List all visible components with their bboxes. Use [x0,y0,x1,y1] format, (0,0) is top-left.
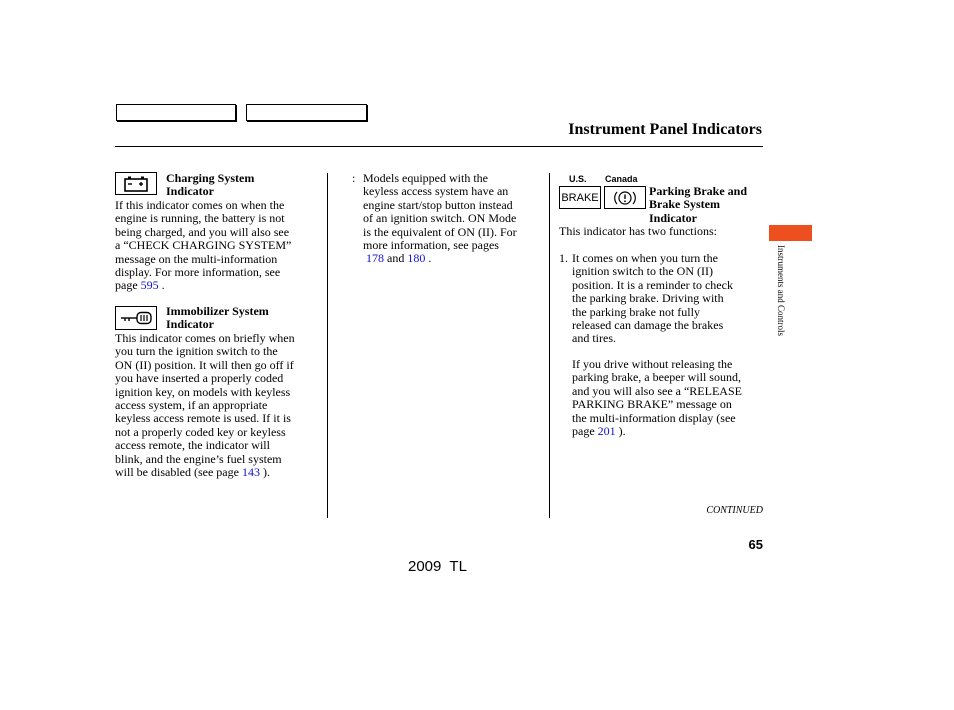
column-divider-2 [549,173,550,518]
charging-heading: Charging System Indicator [166,171,255,199]
footer-model: 2009 TL [408,558,467,575]
title-rule [115,146,763,147]
continued-label: CONTINUED [706,505,763,516]
battery-icon [123,176,149,192]
item-body: It comes on when you turn the ignition switch to the ON (II) position. It is a reminder to check the parking brake. Driving with the parking brake not fully released can damage the brakes and tires. [572,251,733,346]
page-link-595[interactable]: 595 [140,278,159,293]
nav-button-1[interactable] [116,104,236,121]
label-us: U.S. [569,174,587,184]
keyless-note-marker: : [352,171,356,185]
parking-brake-heading: Parking Brake and Brake System Indicator [649,184,748,225]
release-paragraph: If you drive without releasing the parking brake, a beeper will sound, and you will also see a “RELEASE PARKING BRAKE” message on the multi-information display (see page 201 ). [572,357,742,439]
page-link-180[interactable]: 180 [407,251,426,266]
label-canada: Canada [605,174,638,184]
page-link-143[interactable]: 143 [241,465,260,480]
key-icon [119,311,153,325]
page-link-178[interactable]: 178 [366,251,384,266]
page-link-201[interactable]: 201 [597,424,616,439]
brake-indicator-box-canada [604,186,646,209]
parking-brake-icon [612,189,638,207]
section-tab [769,225,812,241]
column-divider-1 [327,173,328,518]
page-number: 65 [748,537,763,552]
keyless-note: Models equipped with the keyless access system have an engine start/stop button instead of an ignition switch. ON Mode is the equivalent of ON (II). For more information, see pages 178 and 180 . [363,171,517,266]
immobilizer-heading: Immobilizer System Indicator [166,304,269,332]
page-title: Instrument Panel Indicators [568,121,762,138]
parking-brake-intro: This indicator has two functions: [559,224,717,238]
charging-indicator-box [115,172,157,195]
item-number: 1. [559,251,568,265]
brake-text-icon: BRAKE [561,191,599,204]
immobilizer-indicator-box [115,306,157,330]
charging-body: If this indicator comes on when the engine is running, the battery is not being charged, and you will also see a “CHECK CHARGING SYSTEM” message on the multi-information display. For more information, see page 595 . [115,198,292,293]
brake-indicator-box-us [559,186,601,209]
immobilizer-body: This indicator comes on briefly when you turn the ignition switch to the ON (II) position. It will then go off if you have inserted a properly coded ignition key, on models with keyless access system, if an appropriate keyless access remote is used. If it is not a properly coded key or keyless access remote, the indicator will blink, and the engine’s fuel system will be disabled (see page 143 ). [115,331,295,480]
section-side-label: Instruments and Controls [776,245,786,336]
nav-button-2[interactable] [246,104,367,121]
